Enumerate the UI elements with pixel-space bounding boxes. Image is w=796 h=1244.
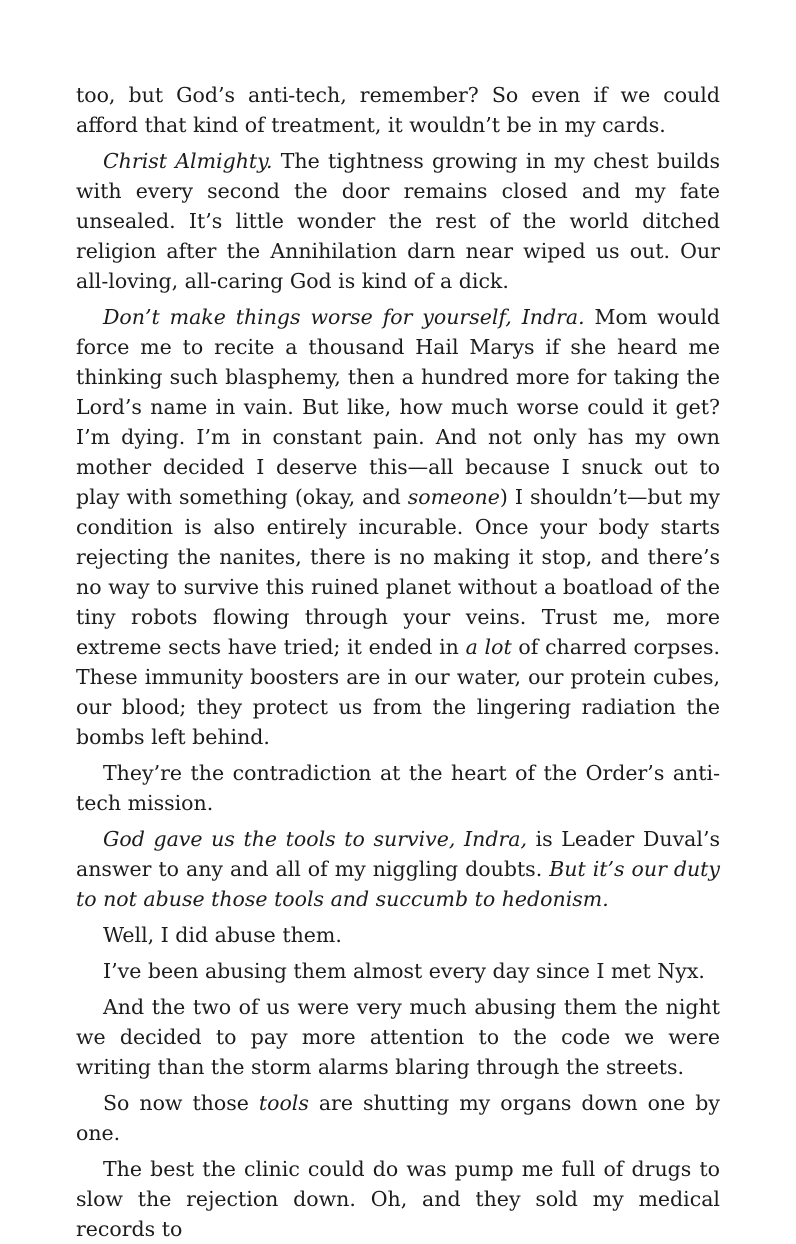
- italic-run: But it’s our duty to not abuse those tools and succumb to hedonism.: [76, 857, 720, 911]
- text-run: The best the clinic could do was pump me full of drugs to slow the rejection down. Oh, and they sold my medical records to: [76, 1157, 720, 1241]
- paragraph-9: [76, 1088, 720, 1148]
- text-run: Well, I did abuse them.: [103, 923, 342, 947]
- italic-run: tools: [258, 1091, 309, 1115]
- paragraph-5: [76, 824, 720, 914]
- text-run: They’re the contradiction at the heart of the Order’s anti-tech mission.: [76, 761, 720, 815]
- text-run: ) I shouldn’t—but my condition is also entirely incurable. Once your body starts rejecting the nanites, there is no making it stop, and there’s no way to survive this ruined planet without a boatload of the tiny robots flowing through your veins. Trust me, more extreme sects have tried; it ended in: [76, 485, 720, 659]
- paragraph-8: [76, 992, 720, 1082]
- italic-run: someone: [407, 485, 500, 509]
- text-run: So now those: [103, 1091, 259, 1115]
- paragraph-10: [76, 1154, 720, 1244]
- text-run: And the two of us were very much abusing them the night we decided to pay more attention to the code we were writing than the storm alarms blaring through the streets.: [76, 995, 720, 1079]
- italic-run: Don’t make things worse for yourself, Indra.: [103, 305, 585, 329]
- paragraph-1: [76, 80, 720, 140]
- paragraph-7: [76, 956, 720, 986]
- paragraph-6: [76, 920, 720, 950]
- italic-run: Christ Almighty.: [103, 149, 273, 173]
- book-page: [76, 80, 720, 1244]
- text-run: are shutting my organs down one by one.: [76, 1091, 720, 1145]
- text-run: of charred corpses. These immunity boosters are in our water, our protein cubes, our blood; they protect us from the lingering radiation the bombs left behind.: [76, 635, 720, 749]
- paragraph-4: [76, 758, 720, 818]
- italic-run: a lot: [465, 635, 512, 659]
- text-run: I’ve been abusing them almost every day since I met Nyx.: [103, 959, 705, 983]
- text-run: Mom would force me to recite a thousand Hail Marys if she heard me thinking such blasphemy, then a hundred more for taking the Lord’s name in vain. But like, how much worse could it get? I’m dying. I’m in constant pain. And not only has my own mother decided I deserve this—all because I snuck out to play with something (okay, and: [76, 305, 720, 509]
- text-run: too, but God’s anti-tech, remember? So even if we could afford that kind of treatment, it wouldn’t be in my cards.: [76, 83, 720, 137]
- paragraph-2: [76, 146, 720, 296]
- text-run: The tightness growing in my chest builds with every second the door remains closed and my fate unsealed. It’s little wonder the rest of the world ditched religion after the Annihilation darn near wiped us out. Our all-loving, all-caring God is kind of a dick.: [76, 149, 720, 293]
- italic-run: God gave us the tools to survive, Indra,: [103, 827, 527, 851]
- text-run: is Leader Duval’s answer to any and all of my niggling doubts.: [76, 827, 720, 881]
- paragraph-3: [76, 302, 720, 752]
